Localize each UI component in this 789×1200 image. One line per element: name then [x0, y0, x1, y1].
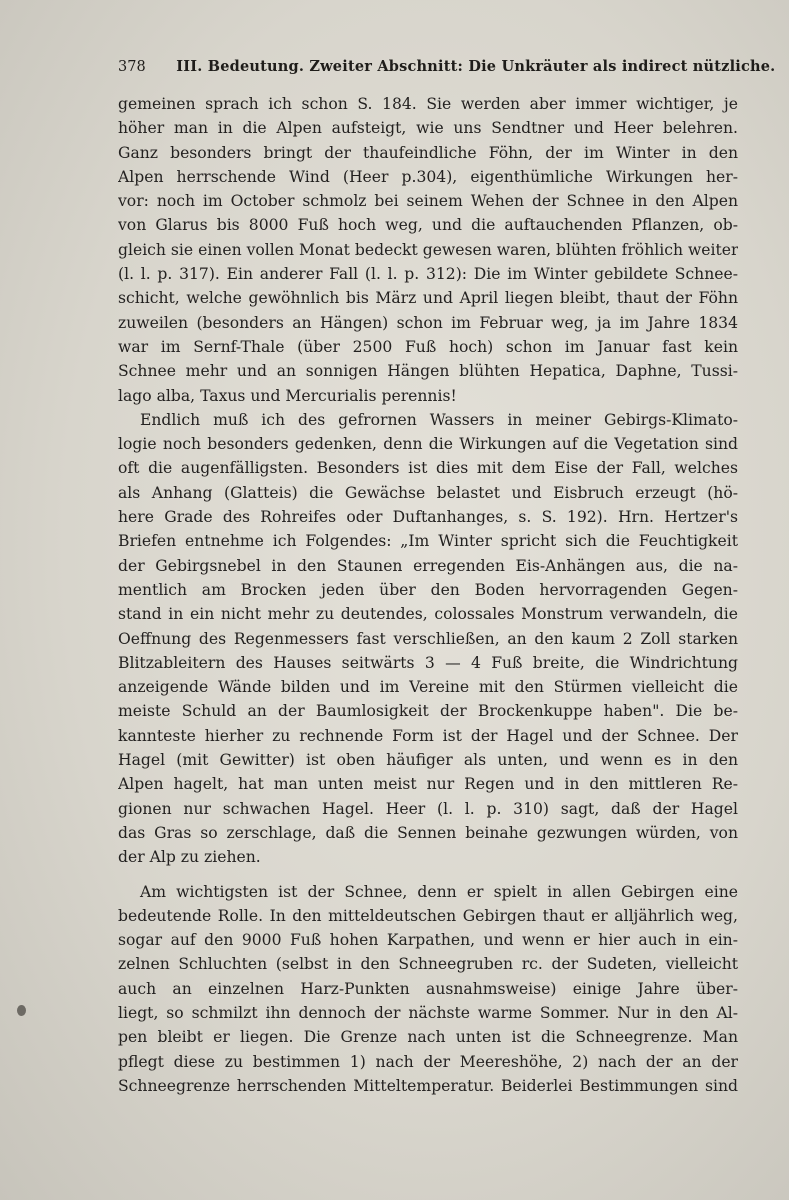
text-line: Ganz besonders bringt der thaufeindliche Föhn, der im Winter in den: [118, 143, 738, 162]
text-line: auch an einzelnen Harz-Punkten ausnahmsweise) einige Jahre über-: [118, 979, 738, 998]
ink-speck: [17, 1005, 26, 1016]
text-line: kannteste hierher zu rechnende Form ist der Hagel und der Schnee. Der: [118, 726, 738, 745]
text-line: Schnee mehr und an sonnigen Hängen blühten Hepatica, Daphne, Tussi-: [118, 362, 738, 381]
text-line: gemeinen sprach ich schon S. 184. Sie werden aber immer wichtiger, je: [118, 95, 738, 113]
text-line: sogar auf den 9000 Fuß hohen Karpathen, und wenn er hier auch in ein-: [118, 931, 738, 950]
text-line: lago alba, Taxus und Mercurialis perennis!: [118, 386, 457, 405]
body-text: [118, 92, 738, 1098]
text-line: stand in ein nicht mehr zu deutendes, colossales Monstrum verwandeln, die: [118, 605, 738, 624]
text-line: Alpen hagelt, hat man unten meist nur Regen und in den mittleren Re-: [118, 775, 738, 794]
page-number: 378: [118, 59, 146, 75]
text-line: Briefen entnehme ich Folgendes: „Im Winter spricht sich die Feuchtigkeit: [118, 532, 738, 551]
text-line: oft die augenfälligsten. Besonders ist dies mit dem Eise der Fall, welches: [118, 459, 738, 478]
text-line: bedeutende Rolle. In den mitteldeutschen Gebirgen thaut er alljährlich weg,: [118, 906, 738, 925]
text-line: war im Sernf-Thale (über 2500 Fuß hoch) schon im Januar fast kein: [118, 337, 738, 356]
page-header: [118, 58, 776, 75]
text-line: pen bleibt er liegen. Die Grenze nach unten ist die Schneegrenze. Man: [118, 1028, 738, 1047]
text-line: mentlich am Brocken jeden über den Boden hervorragenden Gegen-: [118, 580, 738, 599]
text-line: schicht, welche gewöhnlich bis März und April liegen bleibt, thaut der Föhn: [118, 289, 738, 308]
text-line: logie noch besonders gedenken, denn die Wirkungen auf die Vegetation sind: [118, 435, 738, 454]
text-line: Endlich muß ich des gefrornen Wassers in meiner Gebirgs-Klimato-: [140, 410, 738, 429]
text-line: der Alp zu ziehen.: [118, 848, 261, 867]
text-line: als Anhang (Glatteis) die Gewächse belastet und Eisbruch erzeugt (hö-: [118, 483, 738, 502]
text-line: here Grade des Rohreifes oder Duftanhanges, s. S. 192). Hrn. Hertzer's: [118, 508, 738, 527]
text-line: gleich sie einen vollen Monat bedeckt gewesen waren, blühten fröhlich weiter: [118, 240, 738, 259]
text-line: pflegt diese zu bestimmen 1) nach der Meereshöhe, 2) nach der an der: [118, 1052, 738, 1071]
text-line: anzeigende Wände bilden und im Vereine mit den Stürmen vielleicht die: [118, 678, 738, 697]
text-line: Blitzableitern des Hauses seitwärts 3 — 4 Fuß breite, die Windrichtung: [118, 653, 738, 672]
text-line: von Glarus bis 8000 Fuß hoch weg, und die auftauchenden Pflanzen, ob-: [118, 216, 738, 235]
text-line: höher man in die Alpen aufsteigt, wie uns Sendtner und Heer belehren.: [118, 119, 738, 138]
paragraph-frozen-water: [118, 408, 738, 870]
text-line: meiste Schuld an der Baumlosigkeit der Brockenkuppe haben". Die be-: [118, 702, 738, 721]
text-line: der Gebirgsnebel in den Staunen erregenden Eis-Anhängen aus, die na-: [118, 556, 738, 575]
text-line: das Gras so zerschlage, daß die Sennen beinahe gezwungen würden, von: [118, 823, 738, 842]
paragraph-foehn: [118, 92, 738, 408]
text-line: vor: noch im October schmolz bei seinem Wehen der Schnee in den Alpen: [118, 192, 738, 211]
text-line: liegt, so schmilzt ihn dennoch der nächste warme Sommer. Nur in den Al-: [118, 1003, 738, 1022]
text-line: gionen nur schwachen Hagel. Heer (l. l. p. 310) sagt, daß der Hagel: [118, 799, 738, 818]
text-line: Alpen herrschende Wind (Heer p.304), eigenthümliche Wirkungen her-: [118, 167, 738, 186]
paragraph-spacer: [118, 870, 738, 880]
running-head: III. Bedeutung. Zweiter Abschnitt: Die Unkräuter als indirect nützliche.: [176, 58, 776, 75]
text-line: Am wichtigsten ist der Schnee, denn er spielt in allen Gebirgen eine: [140, 882, 738, 901]
text-line: Hagel (mit Gewitter) ist oben häufiger als unten, und wenn es in den: [118, 751, 738, 770]
text-line: Oeffnung des Regenmessers fast verschließen, an den kaum 2 Zoll starken: [118, 629, 738, 648]
text-line: Schneegrenze herrschenden Mitteltemperatur. Beiderlei Bestimmungen sind: [118, 1076, 738, 1095]
paragraph-snow: [118, 880, 738, 1099]
text-line: zelnen Schluchten (selbst in den Schneegruben rc. der Sudeten, vielleicht: [118, 955, 738, 974]
text-line: (l. l. p. 317). Ein anderer Fall (l. l. p. 312): Die im Winter gebildete Schnee-: [118, 265, 738, 284]
text-line: zuweilen (besonders an Hängen) schon im Februar weg, ja im Jahre 1834: [118, 313, 738, 332]
